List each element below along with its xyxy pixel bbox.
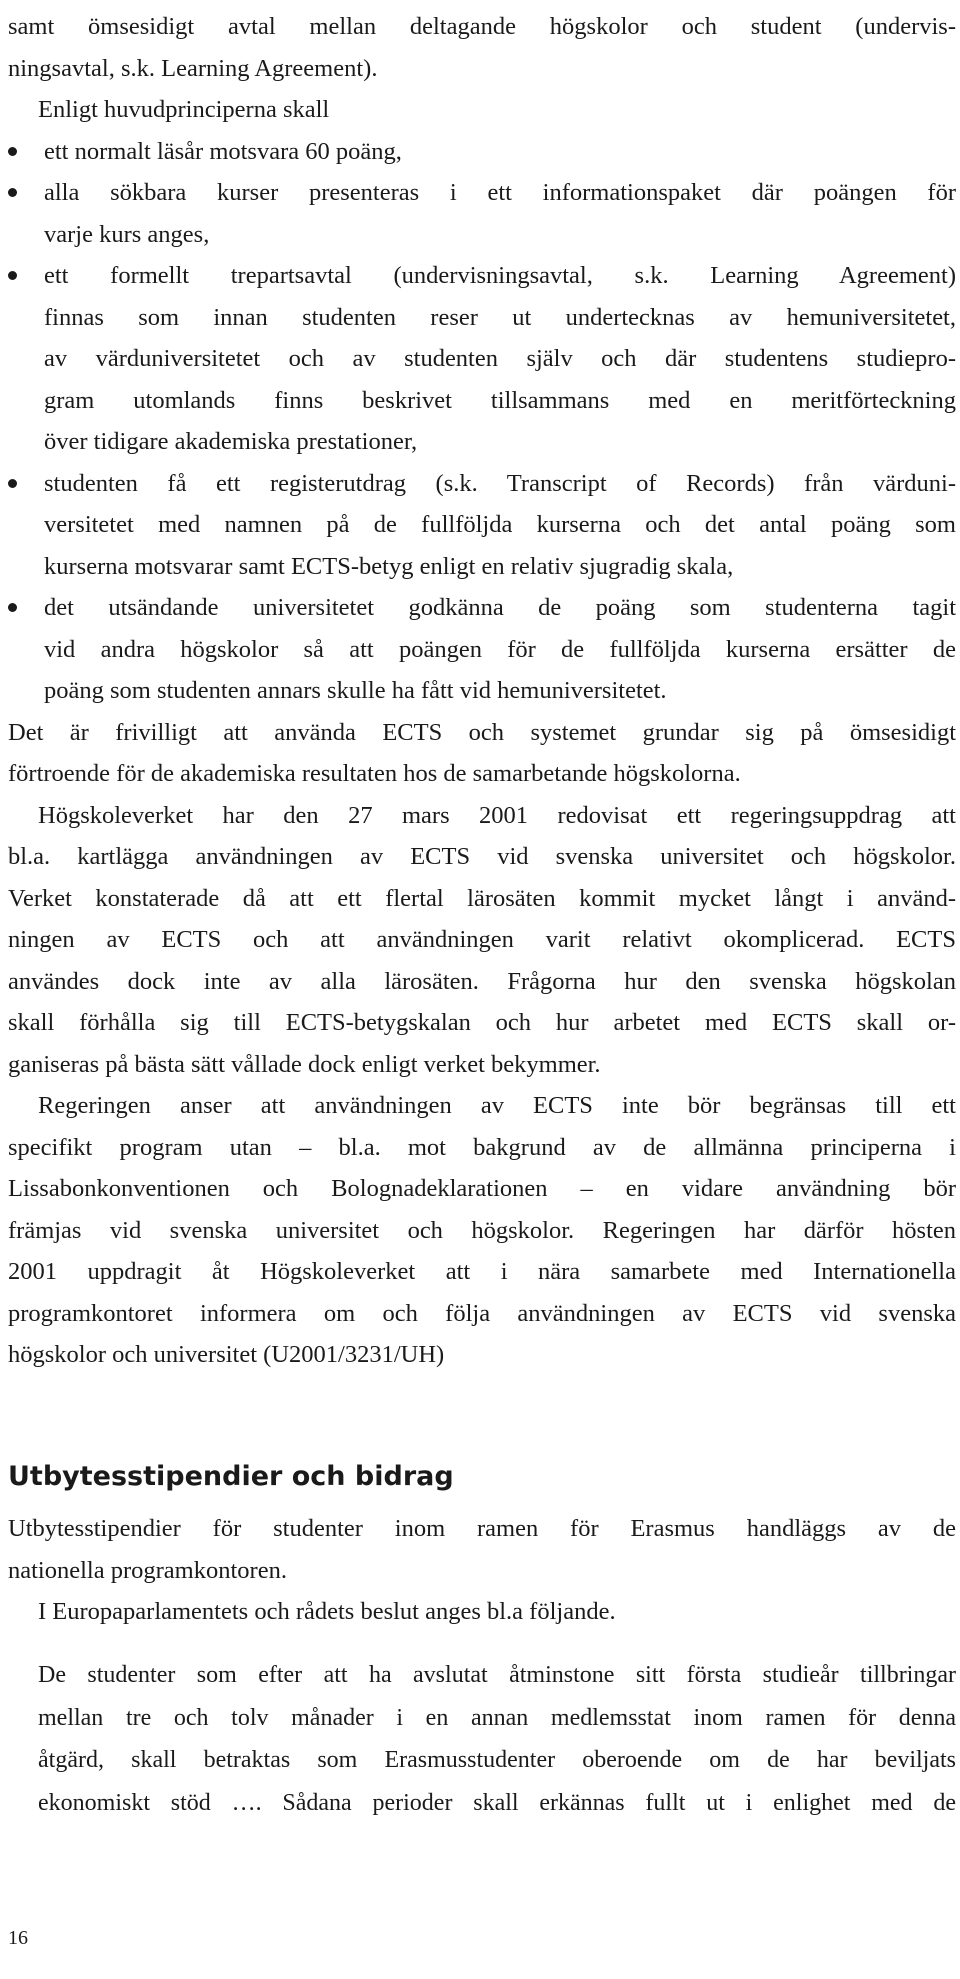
text-line: specifikt program utan – bl.a. mot bakgrund av de allmänna principerna i: [8, 1133, 956, 1161]
text-line: poäng som studenten annars skulle ha fått vid hemuniversitetet.: [44, 677, 667, 704]
text-line: I Europaparlamentets och rådets beslut anges bl.a följande.: [38, 1598, 616, 1625]
text-line: programkontoret informera om och följa användningen av ECTS vid svenska: [8, 1299, 956, 1327]
principles-list: [8, 131, 956, 712]
text-line: ningen av ECTS och att användningen varit relativt okomplicerad. ECTS: [8, 926, 956, 953]
text-line: kurserna motsvarar samt ECTS-betyg enligt en relativ sjugradig skala,: [44, 552, 734, 580]
text-line: samt ömsesidigt avtal mellan deltagande högskolor och student (undervis-: [8, 13, 956, 40]
text-line: ett formellt trepartsavtal (undervisningsavtal, s.k. Learning Agreement): [44, 262, 956, 289]
text-line: Enligt huvudprinciperna skall: [38, 96, 330, 123]
text-line: skall förhålla sig till ECTS-betygskalan och hur arbetet med ECTS skall or-: [8, 1009, 956, 1036]
text-line: användes dock inte av alla lärosäten. Frågorna hur den svenska högskolan: [8, 967, 956, 995]
text-line: bl.a. kartlägga användningen av ECTS vid svenska universitet och högskolor.: [8, 843, 956, 870]
section-body: [8, 1508, 956, 1633]
text-line: mellan tre och tolv månader i en annan medlemsstat inom ramen för denna: [38, 1704, 956, 1731]
text-line: versitetet med namnen på de fullföljda kurserna och det antal poäng som: [44, 511, 956, 538]
text-line: ningsavtal, s.k. Learning Agreement).: [8, 54, 378, 82]
paragraph: [8, 795, 956, 1086]
text-line: Lissabonkonventionen och Bolognadeklarationen – en vidare användning bör: [8, 1175, 956, 1202]
text-line: förtroende för de akademiska resultaten hos de samarbetande högskolorna.: [8, 760, 741, 787]
text-line: Verket konstaterade då att ett flertal lärosäten kommit mycket långt i använd-: [8, 884, 956, 912]
text-line: Högskoleverket har den 27 mars 2001 redovisat ett regeringsuppdrag att: [38, 801, 956, 829]
list-item: [8, 255, 956, 463]
text-line: ganiseras på bästa sätt vållade dock enligt verket bekymmer.: [8, 1050, 601, 1078]
text-line: Utbytesstipendier för studenter inom ramen för Erasmus handläggs av de: [8, 1515, 956, 1542]
text-line: alla sökbara kurser presenteras i ett informationspaket där poängen för: [44, 179, 956, 206]
text-line: Regeringen anser att användningen av ECTS inte bör begränsas till ett: [38, 1092, 956, 1119]
paragraph: [8, 1085, 956, 1376]
section-heading: Utbytesstipendier och bidrag: [8, 1461, 454, 1492]
text-line: det utsändande universitetet godkänna de poäng som studenterna tagit: [44, 594, 956, 621]
text-line: ett normalt läsår motsvara 60 poäng,: [44, 137, 402, 165]
block-quote: [38, 1654, 956, 1824]
text-line: De studenter som efter att ha avslutat åtminstone sitt första studieår tillbringar: [38, 1662, 956, 1688]
body-text: [8, 6, 956, 1376]
list-item: [8, 463, 956, 588]
page-number: 16: [8, 1927, 28, 1949]
text-line: studenten få ett registerutdrag (s.k. Transcript of Records) från värduni-: [44, 469, 956, 497]
text-line: Det är frivilligt att använda ECTS och systemet grundar sig på ömsesidigt: [8, 718, 956, 746]
text-line: gram utomlands finns beskrivet tillsammans med en meritförteckning: [44, 386, 956, 414]
text-line: 2001 uppdragit åt Högskoleverket att i nära samarbete med Internationella: [8, 1258, 956, 1285]
text-line: åtgärd, skall betraktas som Erasmusstudenter oberoende om de har beviljats: [38, 1747, 956, 1773]
text-line: av värduniversitetet och av studenten själv och där studentens studiepro-: [44, 345, 956, 372]
text-line: vid andra högskolor så att poängen för de fullföljda kurserna ersätter de: [44, 635, 956, 663]
text-line: finnas som innan studenten reser ut undertecknas av hemuniversitetet,: [44, 303, 956, 331]
list-item: [8, 587, 956, 712]
text-line: varje kurs anges,: [44, 220, 210, 248]
list-item: [8, 172, 956, 255]
text-line: främjas vid svenska universitet och högskolor. Regeringen har därför hösten: [8, 1216, 956, 1244]
list-item: [8, 131, 956, 173]
text-line: nationella programkontoren.: [8, 1556, 287, 1584]
text-line: över tidigare akademiska prestationer,: [44, 428, 418, 455]
paragraph: [8, 712, 956, 795]
text-line: högskolor och universitet (U2001/3231/UH): [8, 1341, 445, 1368]
text-line: ekonomiskt stöd …. Sådana perioder skall erkännas fullt ut i enlighet med de: [38, 1789, 956, 1816]
